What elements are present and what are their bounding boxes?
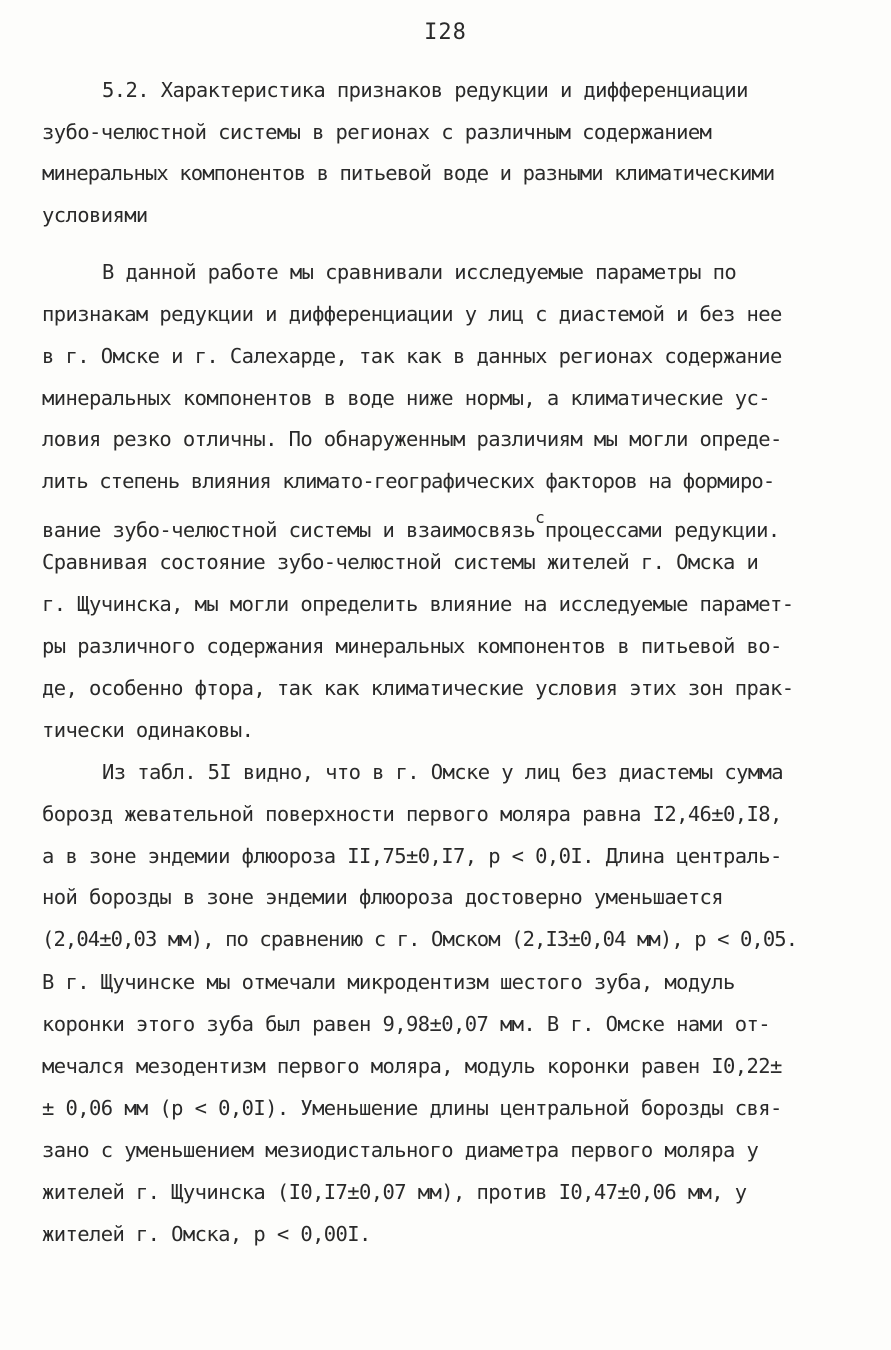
handwritten-insertion: с xyxy=(535,508,545,527)
heading-line: зубо-челюстной системы в регионах с различным содержанием xyxy=(42,120,712,144)
text-line: ной борозды в зоне эндемии флюороза достоверно уменьшается xyxy=(42,885,724,909)
text-line: жителей г. Омска, р < 0,00I. xyxy=(42,1222,371,1246)
heading-line: 5.2. Характеристика признаков редукции и дифференциации xyxy=(102,78,748,102)
heading-line: минеральных компонентов в питьевой воде и разными климатическими xyxy=(42,161,775,185)
heading-line: условиями xyxy=(42,203,148,227)
text-line: признакам редукции и дифференциации у лиц с диастемой и без нее xyxy=(42,302,782,326)
text-line: В данной работе мы сравнивали исследуемые параметры по xyxy=(102,260,737,284)
text-segment: процессами редукции. xyxy=(544,518,780,542)
text-line: тически одинаковы. xyxy=(42,718,254,742)
text-line: борозд жевательной поверхности первого моляра равна I2,46±0,I8, xyxy=(42,802,782,826)
text-line: лить степень влияния климато-географических факторов на формиро- xyxy=(42,469,775,493)
text-line: зано с уменьшением мезиодистального диаметра первого моляра у xyxy=(42,1138,759,1162)
text-line: в г. Омске и г. Салехарде, так как в данных регионах содержание xyxy=(42,344,782,368)
text-line: В г. Щучинске мы отмечали микродентизм шестого зуба, модуль xyxy=(42,970,735,994)
text-line: ± 0,06 мм (р < 0,0I). Уменьшение длины центральной борозды свя- xyxy=(42,1096,782,1120)
text-line: (2,04±0,03 мм), по сравнению с г. Омском (2,I3±0,04 мм), р < 0,05. xyxy=(42,927,798,951)
text-line: мечался мезодентизм первого моляра, модуль коронки равен I0,22± xyxy=(42,1054,782,1078)
text-line: коронки этого зуба был равен 9,98±0,07 мм. В г. Омске нами от- xyxy=(42,1012,771,1036)
text-line: а в зоне эндемии флюороза II,75±0,I7, р < 0,0I. Длина централь- xyxy=(42,844,782,868)
text-line-with-insertion xyxy=(42,510,780,541)
text-line: де, особенно фтора, так как климатические условия этих зон прак- xyxy=(42,676,794,700)
text-line: ры различного содержания минеральных компонентов в питьевой во- xyxy=(42,634,782,658)
text-line: Сравнивая состояние зубо-челюстной системы жителей г. Омска и xyxy=(42,550,759,574)
text-line: ловия резко отличны. По обнаруженным различиям мы могли опреде- xyxy=(42,427,782,451)
text-line: жителей г. Щучинска (I0,I7±0,07 мм), против I0,47±0,06 мм, у xyxy=(42,1180,747,1204)
text-segment: вание зубо-челюстной системы и взаимосвязь xyxy=(42,518,536,542)
text-line: минеральных компонентов в воде ниже нормы, а климатические ус- xyxy=(42,386,771,410)
text-line: г. Щучинска, мы могли определить влияние на исследуемые парамет- xyxy=(42,592,794,616)
page-number: I28 xyxy=(424,20,467,45)
text-line: Из табл. 5I видно, что в г. Омске у лиц без диастемы сумма xyxy=(102,760,784,784)
